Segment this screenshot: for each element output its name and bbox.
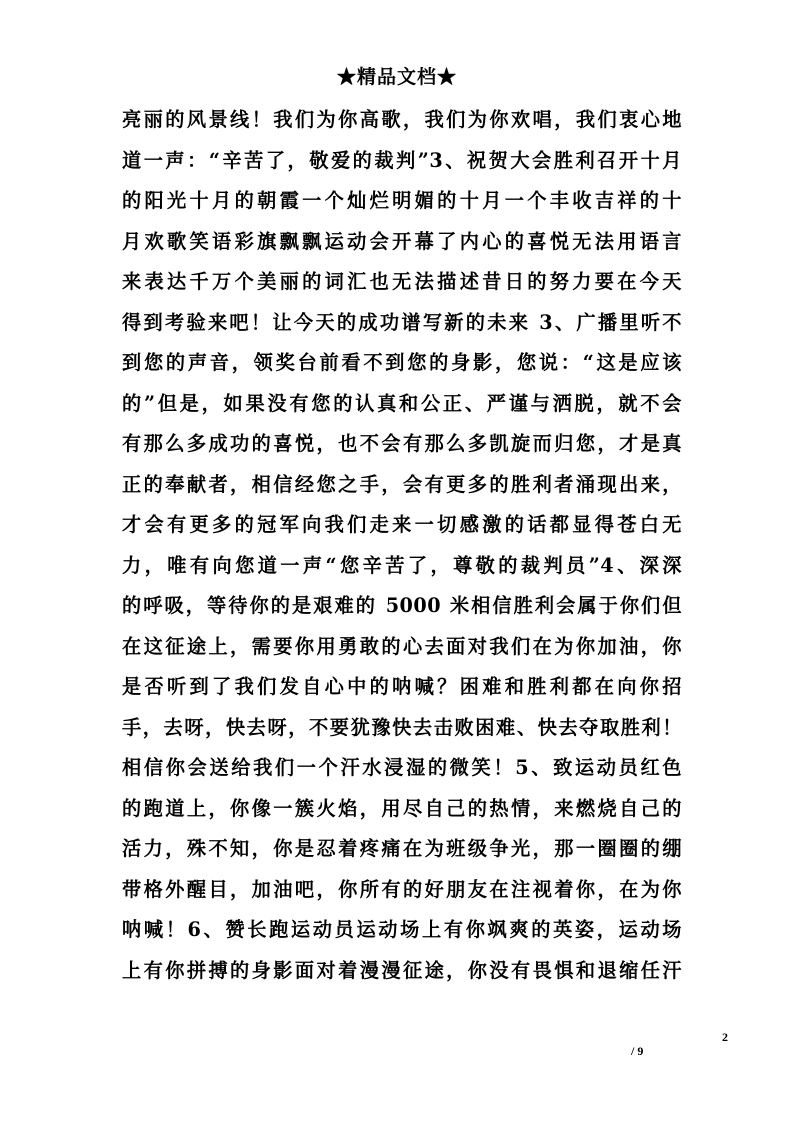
text-line: 来表达千万个美丽的词汇也无法描述昔日的努力要在今天 — [122, 270, 682, 293]
text-line: 带格外醒目，加油吧，你所有的好朋友在注视着你，在为你 — [122, 877, 682, 901]
text-line: 在这征途上，需要你用勇敢的心去面对我们在为你加油，你 — [122, 634, 682, 658]
text-line: 到您的声音，领奖台前看不到您的身影，您说：“这是应该 — [122, 351, 682, 374]
text-line: 相信你会送给我们一个汗水浸湿的微笑！5、致运动员红色 — [122, 756, 682, 779]
document-header-title: ★精品文档★ — [336, 66, 457, 88]
page-number: 2 — [722, 1030, 728, 1044]
text-line: 活力，殊不知，你是忍着疼痛在为班级争光，那一圈圈的绷 — [122, 837, 682, 860]
text-line: 才会有更多的冠军向我们走来一切感激的话都显得苍白无 — [122, 513, 682, 536]
text-line: 的”但是，如果没有您的认真和公正、严谨与洒脱，就不会 — [122, 391, 682, 415]
text-line: 得到考验来吧！让今天的成功谱写新的未来 3、广播里听不 — [122, 310, 682, 334]
text-line: 正的奉献者，相信经您之手，会有更多的胜利者涌现出来， — [122, 472, 682, 496]
text-line: 力，唯有向您道一声“您辛苦了，尊敬的裁判员”4、深深 — [122, 553, 682, 577]
text-line: 有那么多成功的喜悦，也不会有那么多凯旋而归您，才是真 — [122, 432, 682, 455]
text-line: 月欢歌笑语彩旗飘飘运动会开幕了内心的喜悦无法用语言 — [122, 229, 682, 253]
page-total: / 9 — [631, 1044, 644, 1058]
text-line: 的阳光十月的朝霞一个灿烂明媚的十月一个丰收吉祥的十 — [122, 189, 682, 212]
text-line: 上有你拼搏的身影面对着漫漫征途，你没有畏惧和退缩任汗 — [122, 958, 682, 982]
text-line: 是否听到了我们发自心中的呐喊？困难和胜利都在向你招 — [122, 675, 682, 698]
text-line: 亮丽的风景线！我们为你高歌，我们为你欢唱，我们衷心地 — [122, 108, 682, 131]
text-line: 的跑道上，你像一簇火焰，用尽自己的热情，来燃烧自己的 — [122, 796, 682, 820]
text-line: 的呼吸，等待你的是艰难的 5000 米相信胜利会属于你们但 — [122, 594, 682, 617]
text-line: 道一声：“辛苦了，敬爱的裁判”3、祝贺大会胜利召开十月 — [122, 148, 682, 172]
document-body — [122, 100, 682, 991]
text-line: 手，去呀，快去呀，不要犹豫快去击败困难、快去夺取胜利！ — [122, 715, 682, 739]
text-line: 呐喊！6、赞长跑运动员运动场上有你飒爽的英姿，运动场 — [122, 918, 682, 941]
